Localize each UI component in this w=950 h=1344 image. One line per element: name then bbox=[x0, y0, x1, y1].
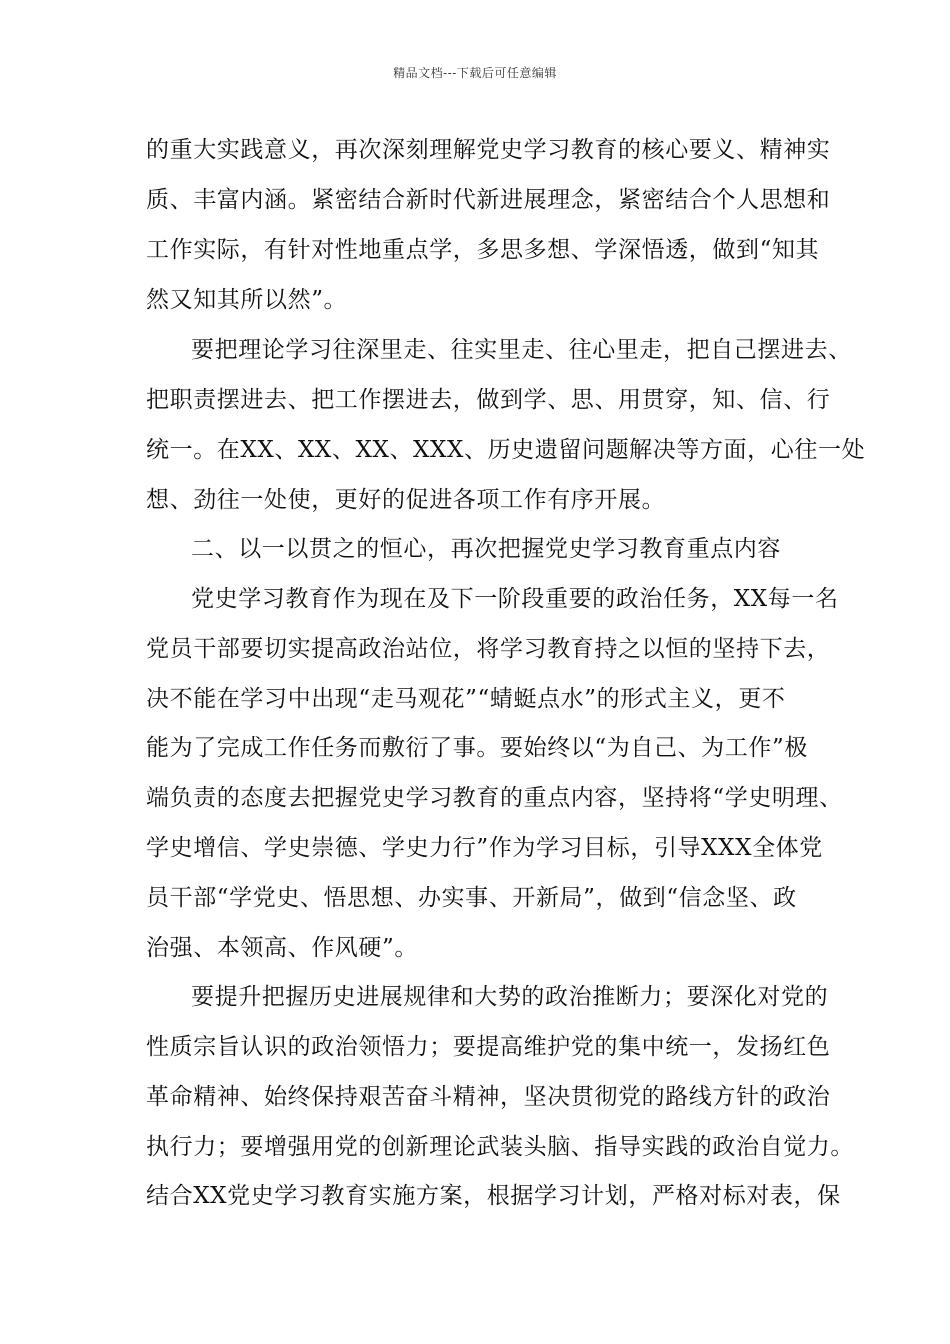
text-line: 决不能在学习中出现“走马观花”“蜻蜓点水”的形式主义，更不 bbox=[146, 686, 786, 712]
paragraph-first-line: 党史学习教育作为现在及下一阶段重要的政治任务，XX每一名 bbox=[191, 586, 839, 612]
text-line: 想、劲往一处使，更好的促进各项工作有序开展。 bbox=[146, 487, 666, 513]
text-line: 党员干部要切实提高政治站位，将学习教育持之以恒的坚持下去， bbox=[146, 636, 831, 662]
text-line: 革命精神、始终保持艰苦奋斗精神，坚决贯彻党的路线方针的政治 bbox=[146, 1084, 831, 1110]
text-line: 性质宗旨认识的政治领悟力；要提高维护党的集中统一，发扬红色 bbox=[146, 1034, 831, 1060]
text-line: 学史增信、学史崇德、学史力行”作为学习目标，引导XXX全体党 bbox=[146, 835, 823, 861]
text-line: 的重大实践意义，再次深刻理解党史学习教育的核心要义、精神实 bbox=[146, 137, 831, 163]
text-line: 工作实际，有针对性地重点学，多思多想、学深悟透，做到“知其 bbox=[146, 237, 820, 263]
page-header: 精品文档---下载后可任意编辑 bbox=[393, 66, 557, 80]
paragraph-first-line: 要把理论学习往深里走、往实里走、往心里走，把自己摆进去、 bbox=[191, 337, 852, 363]
text-line: 把职责摆进去、把工作摆进去，做到学、思、用贯穿，知、信、行 bbox=[146, 387, 831, 413]
section-heading: 二、以一以贯之的恒心，再次把握党史学习教育重点内容 bbox=[191, 536, 781, 562]
text-line: 然又知其所以然”。 bbox=[146, 287, 348, 313]
text-line: 端负责的态度去把握党史学习教育的重点内容，坚持将“学史明理、 bbox=[146, 785, 843, 811]
text-line: 能为了完成工作任务而敷衍了事。要始终以“为自己、为工作”极 bbox=[146, 735, 808, 761]
paragraph-first-line: 要提升把握历史进展规律和大势的政治推断力；要深化对党的 bbox=[191, 984, 829, 1010]
text-line: 结合XX党史学习教育实施方案，根据学习计划，严格对标对表，保 bbox=[146, 1183, 841, 1209]
text-line: 执行力；要增强用党的创新理论武装头脑、指导实践的政治自觉力。 bbox=[146, 1134, 854, 1160]
text-line: 质、丰富内涵。紧密结合新时代新进展理念，紧密结合个人思想和 bbox=[146, 187, 831, 213]
text-line: 员干部“学党史、悟思想、办实事、开新局”，做到“信念坚、政 bbox=[146, 885, 797, 911]
text-line: 统一。在XX、XX、XX、XXX、历史遗留问题解决等方面，心往一处 bbox=[146, 437, 866, 463]
text-line: 治强、本领高、作风硬”。 bbox=[146, 935, 418, 961]
